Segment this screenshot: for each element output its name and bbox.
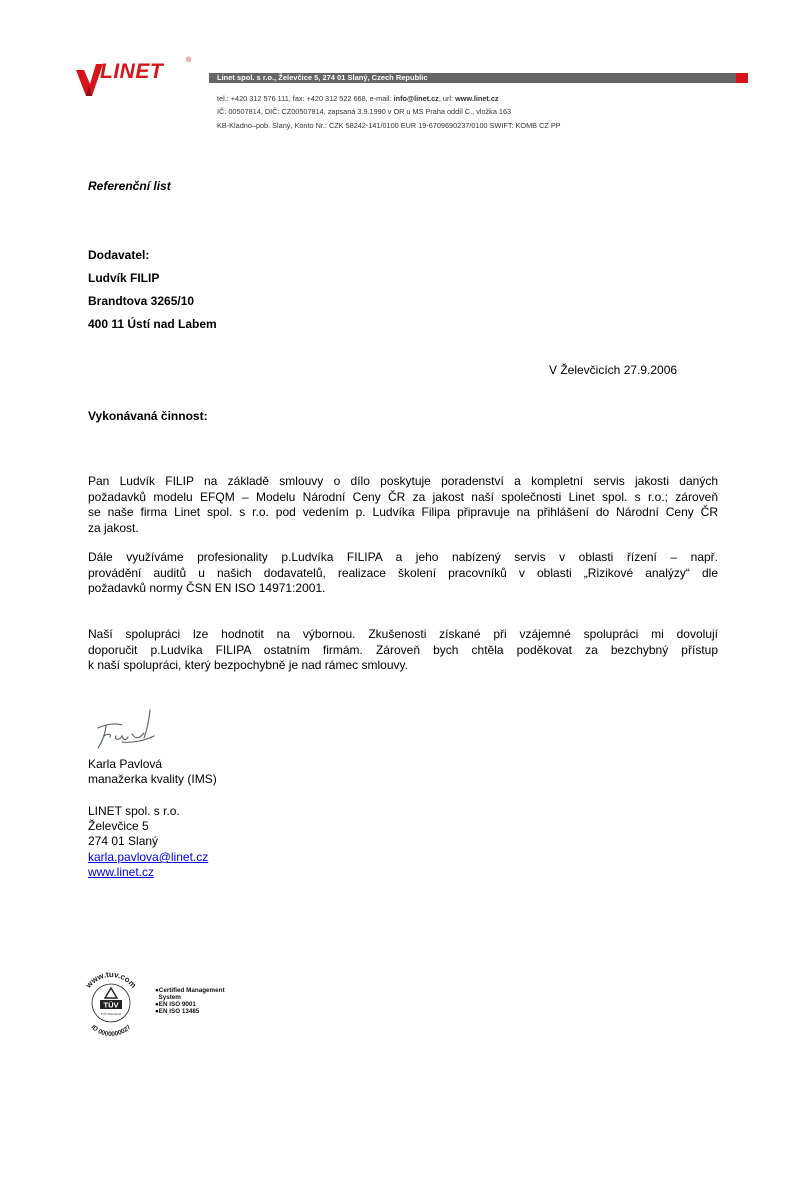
- paragraph-1: [88, 474, 718, 536]
- paragraph-line: požadavků modelu EFQM – Modelu Národní Ceny ČR za jakost naší společnosti Linet spol. s r.o.; zároveň: [88, 489, 718, 504]
- supplier-name: Ludvík FILIP: [88, 271, 160, 285]
- header-company-address: Linet spol. s r.o., Želevčice 5, 274 01 Slaný, Czech Republic: [217, 73, 428, 82]
- cert-line: System: [155, 994, 181, 1001]
- seal-sub-text: TÜV Rheinland: [100, 1012, 122, 1016]
- tuv-seal-icon: [76, 968, 146, 1038]
- paragraph-line: Pan Ludvík FILIP na základě smlouvy o dílo poskytuje poradenství a kompletní servis jakosti daných: [88, 474, 718, 488]
- supplier-street: Brandtova 3265/10: [88, 294, 195, 308]
- letter-title: Referenční list: [88, 179, 171, 193]
- signatory-role: manažerka kvality (IMS): [88, 772, 217, 786]
- paragraph-2: [88, 550, 718, 597]
- contact-line-2: IČ: 00507814, DIČ: CZ00507814, zapsaná 3.9.1990 v OR u MS Praha oddíl C., vložka 163: [217, 107, 512, 116]
- paragraph-line: požadavků normy ČSN EN ISO 14971:2001.: [88, 581, 326, 595]
- activity-heading: Vykonávaná činnost:: [88, 409, 208, 423]
- seal-id-text: ID 0000000027: [89, 1023, 133, 1038]
- signatory-city: 274 01 Slaný: [88, 834, 159, 848]
- supplier-city: 400 11 Ústí nad Labem: [88, 317, 217, 331]
- cert-line: ●Certified Management: [155, 987, 225, 994]
- signatory-company: LINET spol. s r.o.: [88, 804, 180, 818]
- paragraph-3: [88, 627, 718, 674]
- svg-text:ID 0000000027: [90, 1024, 133, 1038]
- paragraph-line: Dále využíváme profesionality p.Ludvíka FILIPA a jeho nabízený servis v oblasti řízení – např.: [88, 550, 718, 564]
- paragraph-line: k naší spolupráci, který bezpochybně je nad rámec smlouvy.: [88, 658, 408, 672]
- paragraph-line: doporučit p.Ludvíka FILIPA ostatním firmám. Zároveň bych chtěla poděkovat za bezchybný přístup: [88, 642, 718, 657]
- paragraph-line: za jakost.: [88, 520, 139, 535]
- paragraph-line: Naší spolupráci lze hodnotit na výbornou. Zkušenosti získané při vzájemné spolupráci mi dovolují: [88, 627, 718, 641]
- signatory-web-link[interactable]: www.linet.cz: [88, 865, 155, 879]
- signatory-name: Karla Pavlová: [88, 757, 163, 771]
- logo-text: LINET: [100, 60, 164, 83]
- paragraph-line: se naše firma Linet spol. s r.o. pod vedením p. Ludvíka Filipa připravuje na přihlášení do Národní Ceny ČR: [88, 505, 718, 519]
- seal-top-text: www.tuv.com: [83, 969, 139, 990]
- letter-date: V Želevčicích 27.9.2006: [549, 363, 678, 377]
- cert-line: ●EN ISO 13485: [155, 1008, 200, 1015]
- cert-line: ●EN ISO 9001: [155, 1001, 196, 1008]
- header-accent-block: [736, 73, 748, 83]
- contact-line-3: KB-Kladno–pob. Slaný, Konto Nr.: CZK 58242-141/0100 EUR 19-6709690237/0100 SWIFT: KOMB CZ PP: [217, 121, 561, 130]
- signatory-street: Želevčice 5: [88, 819, 149, 833]
- paragraph-line: provádění auditů u našich dodavatelů, realizace školení pracovníků v oblasti „Rizikové analýzy“ dle: [88, 565, 718, 580]
- logo-registered-mark: ®: [186, 57, 192, 64]
- handwritten-signature-icon: [92, 706, 164, 752]
- signatory-email-link[interactable]: karla.pavlova@linet.cz: [88, 850, 209, 864]
- contact-line-1: tel.: +420 312 576 111, fax: +420 312 522 668, e-mail: info@linet.cz, url: www.linet.cz: [217, 94, 499, 103]
- seal-brand-text: TÜV: [103, 1000, 119, 1010]
- contact-url[interactable]: www.linet.cz: [455, 94, 499, 103]
- supplier-label: Dodavatel:: [88, 248, 150, 262]
- contact-email[interactable]: info@linet.cz: [393, 94, 439, 103]
